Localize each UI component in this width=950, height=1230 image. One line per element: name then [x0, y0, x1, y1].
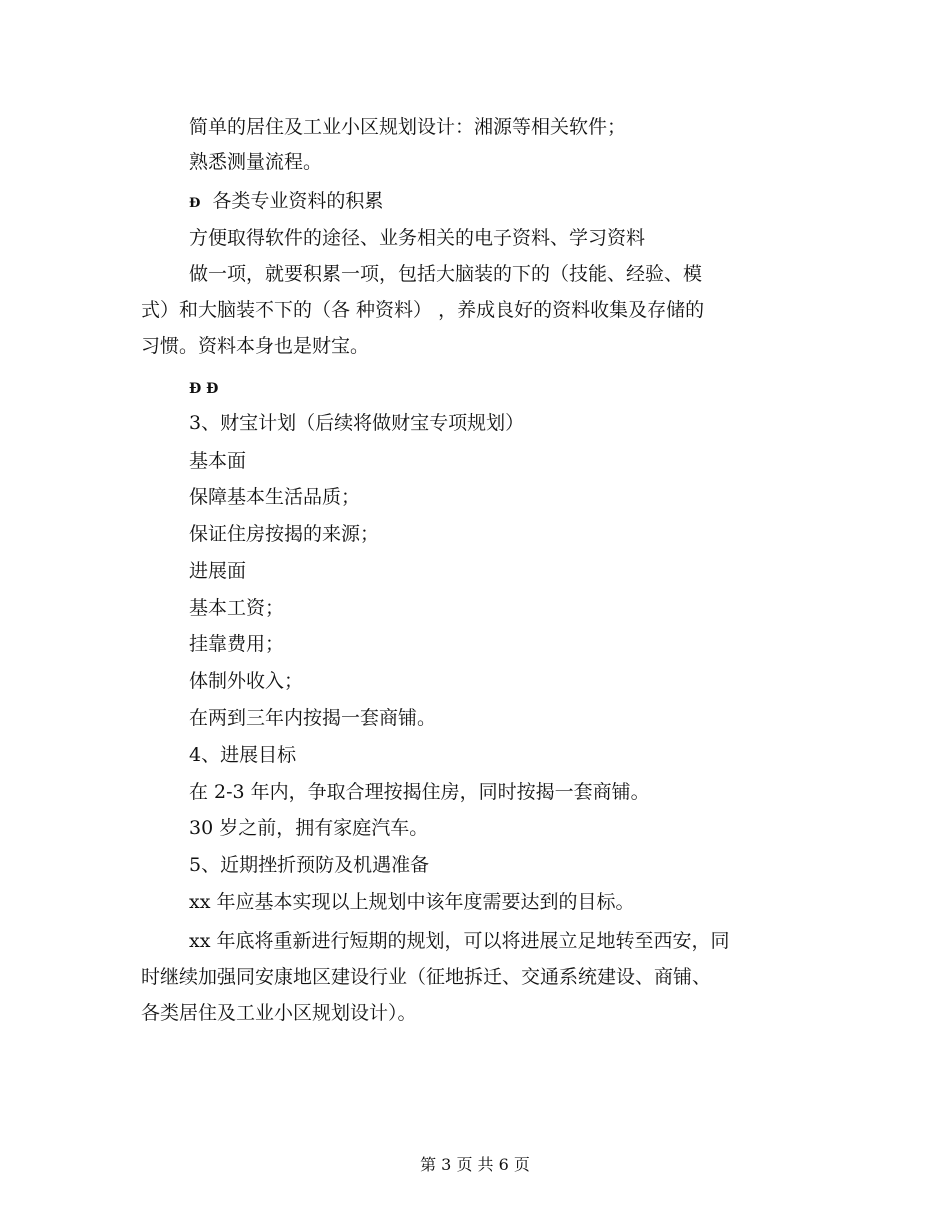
text-line: 体制外收入；: [189, 670, 304, 692]
text-line: 式）和大脑装不下的（各 种资料） ，养成良好的资料收集及存储的: [141, 299, 705, 321]
text-line: 挂靠费用；: [189, 633, 285, 655]
section-heading: 5、近期挫折预防及机遇准备: [189, 854, 430, 876]
section-heading: 4、进展目标: [189, 744, 297, 766]
text-line: 保证住房按揭的来源；: [189, 523, 380, 545]
bullet-heading: [189, 190, 383, 215]
text-line: 习惯。资料本身也是财宝。: [141, 335, 370, 357]
bullet-icon: Ð: [189, 196, 201, 211]
section-heading: 3、财宝计划（后续将做财宝专项规划）: [189, 412, 525, 434]
text-line: 做一项，就要积累一项，包括大脑装的下的（技能、经验、模: [189, 263, 703, 285]
text-line: 基本面: [189, 450, 247, 472]
paragraph: [141, 256, 801, 364]
text-line: 简单的居住及工业小区规划设计：湘源等相关软件；: [189, 116, 627, 138]
text-line: 在两到三年内按揭一套商铺。: [189, 707, 437, 729]
text-line: 各类居住及工业小区规划设计）。: [141, 1002, 417, 1024]
text-line: 各类专业资料的积累: [212, 190, 384, 212]
text-line: 进展面: [189, 560, 247, 582]
page-number-footer: 第 3 页 共 6 页: [420, 1155, 530, 1174]
text-line: 熟悉测量流程。: [189, 151, 323, 173]
paragraph: [141, 923, 801, 1031]
text-line: 基本工资；: [189, 597, 285, 619]
text-line: 30 岁之前，拥有家庭汽车。: [189, 817, 429, 839]
bullet-marks: Ð Ð: [189, 381, 219, 397]
text-line: xx 年应基本实现以上规划中该年度需要达到的目标。: [189, 891, 635, 913]
text-line: 方便取得软件的途径、业务相关的电子资料、学习资料: [189, 227, 646, 249]
text-line: xx 年底将重新进行短期的规划，可以将进展立足地转至西安，同: [189, 930, 730, 952]
text-line: 保障基本生活品质；: [189, 486, 361, 508]
text-line: 时继续加强同安康地区建设行业（征地拆迁、交通系统建设、商铺、: [141, 966, 712, 988]
text-line: 在 2-3 年内，争取合理按揭住房，同时按揭一套商铺。: [189, 781, 650, 803]
